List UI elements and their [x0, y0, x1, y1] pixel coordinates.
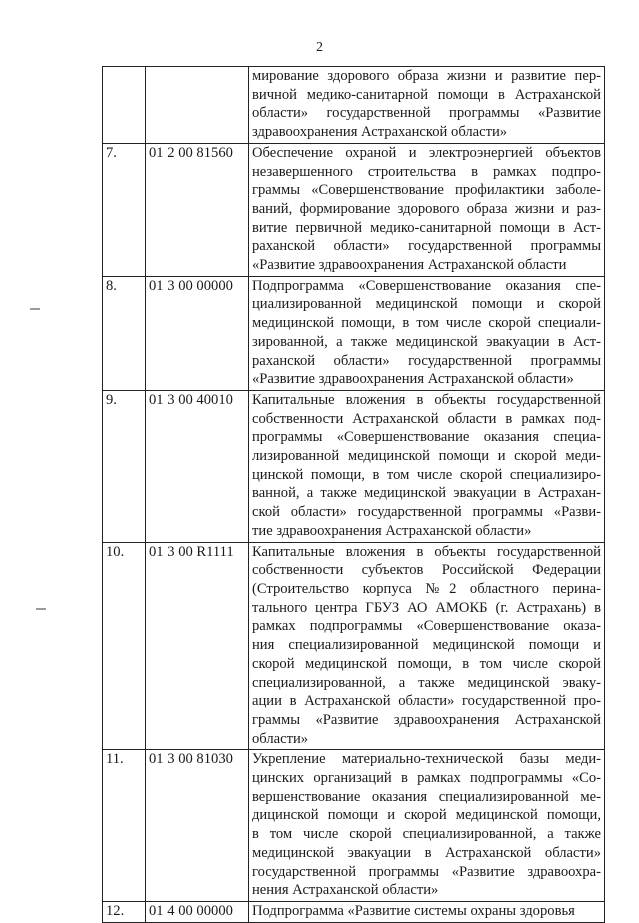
- description-cell: [249, 276, 605, 390]
- row-number-cell: 11.: [103, 750, 146, 902]
- row-number-cell: 7.: [103, 143, 146, 276]
- description-line: в том числе скорой специализированной, а также: [252, 826, 601, 843]
- description-line: незавершенного строительства в рамках подпро-: [252, 163, 601, 180]
- table-row: [103, 276, 605, 390]
- scan-margin-mark: [30, 308, 40, 310]
- description-line: ской области» государственной программы «Разви-: [252, 504, 601, 521]
- description-line: рамках подпрограммы «Совершенствование оказа-: [252, 618, 601, 635]
- row-number-cell: 9.: [103, 390, 146, 542]
- description-line: граммы «Развитие здравоохранения Астраханской: [252, 711, 601, 728]
- description-line: витие первичной медико-санитарной помощи в Аст-: [252, 219, 601, 236]
- description-cell: [249, 67, 605, 144]
- table-body: [103, 67, 605, 923]
- description-line: скорой медицинской помощи, в том числе скорой: [252, 655, 601, 672]
- description-line: ации в Астраханской области» государственной про-: [252, 693, 601, 710]
- row-number-cell: 10.: [103, 542, 146, 750]
- description-line: цинских организаций в рамках подпрограммы «Со-: [252, 770, 601, 787]
- description-line: области»: [252, 730, 309, 747]
- description-line: специализированной, а также медицинской эваку-: [252, 674, 601, 691]
- description-line: Обеспечение охраной и электроэнергией объектов: [252, 144, 601, 161]
- row-number-cell: [103, 67, 146, 144]
- description-line: вичной медико-санитарной помощи в Астраханской: [252, 86, 601, 103]
- description-line: «Развитие здравоохранения Астраханской области»: [252, 371, 574, 388]
- description-line: Подпрограмма «Совершенствование оказания спе-: [252, 277, 601, 294]
- page-number: 2: [316, 40, 323, 55]
- description-line: собственности субъектов Российской Федерации: [252, 562, 601, 579]
- classification-code-cell: 01 3 00 00000: [146, 276, 249, 390]
- description-line: вершенствование оказания специализированной ме-: [252, 788, 601, 805]
- description-cell: [249, 143, 605, 276]
- description-line: ния специализированной медицинской помощи и: [252, 637, 601, 654]
- description-line: программы «Совершенствование оказания специа-: [252, 429, 601, 446]
- description-line: Подпрограмма «Развитие системы охраны здоровья: [252, 902, 575, 919]
- description-line: раханской области» государственной программы: [252, 238, 601, 255]
- description-cell: [249, 542, 605, 750]
- description-line: циализированной медицинской помощи и скорой: [252, 296, 601, 313]
- budget-classification-table: [102, 66, 605, 923]
- description-line: собственности Астраханской области в рамках под-: [252, 410, 601, 427]
- row-number-cell: 8.: [103, 276, 146, 390]
- classification-code-cell: 01 3 00 81030: [146, 750, 249, 902]
- table-row: [103, 542, 605, 750]
- scan-margin-mark: [36, 608, 46, 610]
- description-line: тального центра ГБУЗ АО АМОКБ (г. Астрахань) в: [252, 599, 601, 616]
- description-line: цинской помощи, в том числе скорой специализиро-: [252, 466, 601, 483]
- description-line: Капитальные вложения в объекты государственной: [252, 543, 601, 560]
- description-line: (Строительство корпуса №2 областного перина-: [252, 580, 601, 597]
- description-cell: [249, 750, 605, 902]
- description-line: раханской области» государственной программы: [252, 352, 601, 369]
- description-line: государственной программы «Развитие здравоохра-: [252, 863, 601, 880]
- description-line: Укрепление материально-технической базы меди-: [252, 751, 601, 768]
- classification-code-cell: 01 3 00 R1111: [146, 542, 249, 750]
- classification-code-cell: [146, 67, 249, 144]
- description-line: здравоохранения Астраханской области»: [252, 124, 508, 141]
- description-line: Капитальные вложения в объекты государственной: [252, 391, 601, 408]
- description-line: ванной, а также медицинской эвакуации в Астрахан-: [252, 485, 601, 502]
- description-cell: [249, 390, 605, 542]
- table-row: [103, 390, 605, 542]
- description-line: зированной, а также медицинской эвакуации в Аст-: [252, 333, 601, 350]
- classification-code-cell: 01 4 00 00000: [146, 901, 249, 922]
- description-line: ваний, формирование здорового образа жизни и раз-: [252, 200, 601, 217]
- row-number-cell: 12.: [103, 901, 146, 922]
- classification-code-cell: 01 3 00 40010: [146, 390, 249, 542]
- description-line: граммы «Совершенствование профилактики заболе-: [252, 182, 601, 199]
- description-line: мирование здорового образа жизни и развитие пер-: [252, 68, 601, 84]
- description-line: нения Астраханской области»: [252, 882, 439, 899]
- description-line: медицинской помощи, в том числе скорой специали-: [252, 315, 601, 332]
- description-line: дицинской помощи и скорой медицинской помощи,: [252, 807, 601, 824]
- description-line: области» государственной программы «Развитие: [252, 105, 601, 122]
- table-row: [103, 750, 605, 902]
- table-row: [103, 67, 605, 144]
- description-line: лизированной медицинской помощи и скорой меди-: [252, 448, 601, 465]
- table-row: [103, 143, 605, 276]
- description-line: медицинской эвакуации в Астраханской области»: [252, 844, 601, 861]
- description-line: тие здравоохранения Астраханской области»: [252, 522, 532, 539]
- classification-code-cell: 01 2 00 81560: [146, 143, 249, 276]
- description-line: «Развитие здравоохранения Астраханской области: [252, 257, 567, 274]
